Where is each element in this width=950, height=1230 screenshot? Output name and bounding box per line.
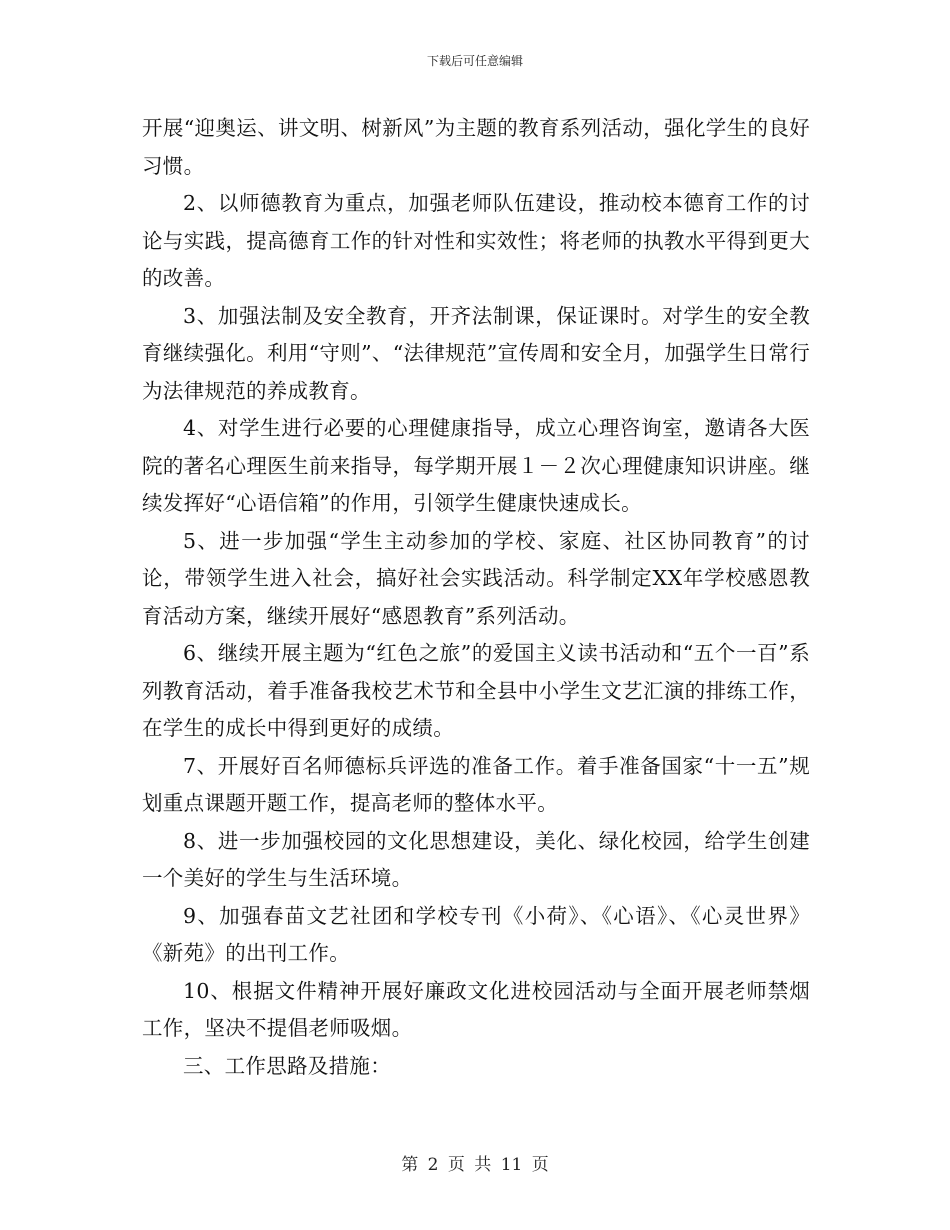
paragraph-item-4: 4、对学生进行必要的心理健康指导，成立心理咨询室，邀请各大医院的著名心理医生前来指导，每学期开展１－２次心理健康知识讲座。继续发挥好“心语信箱”的作用，引领学生健康快速成长。 <box>142 416 810 515</box>
paragraph-item-3: 3、加强法制及安全教育，开齐法制课，保证课时。对学生的安全教育继续强化。利用“守则”、“法律规范”宣传周和安全月，加强学生日常行为法律规范的养成教育。 <box>142 303 810 403</box>
paragraph-item-8: 8、进一步加强校园的文化思想建设，美化、绿化校园，给学生创建一个美好的学生与生活环境。 <box>142 828 810 890</box>
paragraph-item-6: 6、继续开展主题为“红色之旅”的爱国主义读书活动和“五个一百”系列教育活动，着手准备我校艺术节和全县中小学生文艺汇演的排练工作，在学生的成长中得到更好的成绩。 <box>142 641 810 740</box>
paragraph-item-5: 5、进一步加强“学生主动参加的学校、家庭、社区协同教育”的讨论，带领学生进入社会，搞好社会实践活动。科学制定XX年学校感恩教育活动方案，继续开展好“感恩教育”系列活动。 <box>142 528 810 628</box>
document-body <box>142 110 810 1085</box>
paragraph-item-7: 7、开展好百名师德标兵评选的准备工作。着手准备国家“十一五”规划重点课题开题工作，提高老师的整体水平。 <box>142 753 810 815</box>
paragraph-continuation: 开展“迎奥运、讲文明、树新风”为主题的教育系列活动，强化学生的良好习惯。 <box>142 116 810 178</box>
paragraph-item-10: 10、根据文件精神开展好廉政文化进校园活动与全面开展老师禁烟工作，坚决不提倡老师吸烟。 <box>142 978 810 1040</box>
paragraph-item-2: 2、以师德教育为重点，加强老师队伍建设，推动校本德育工作的讨论与实践，提高德育工作的针对性和实效性；将老师的执教水平得到更大的改善。 <box>142 191 810 290</box>
page-header: 下载后可任意编辑 <box>426 54 523 68</box>
section-heading-3: 三、工作思路及措施： <box>183 1053 391 1078</box>
page-number-footer: 第 2 页 共 11 页 <box>401 1155 549 1175</box>
paragraph-item-9: 9、加强春苗文艺社团和学校专刊《小荷》、《心语》、《心灵世界》《新苑》的出刊工作。 <box>142 903 810 965</box>
